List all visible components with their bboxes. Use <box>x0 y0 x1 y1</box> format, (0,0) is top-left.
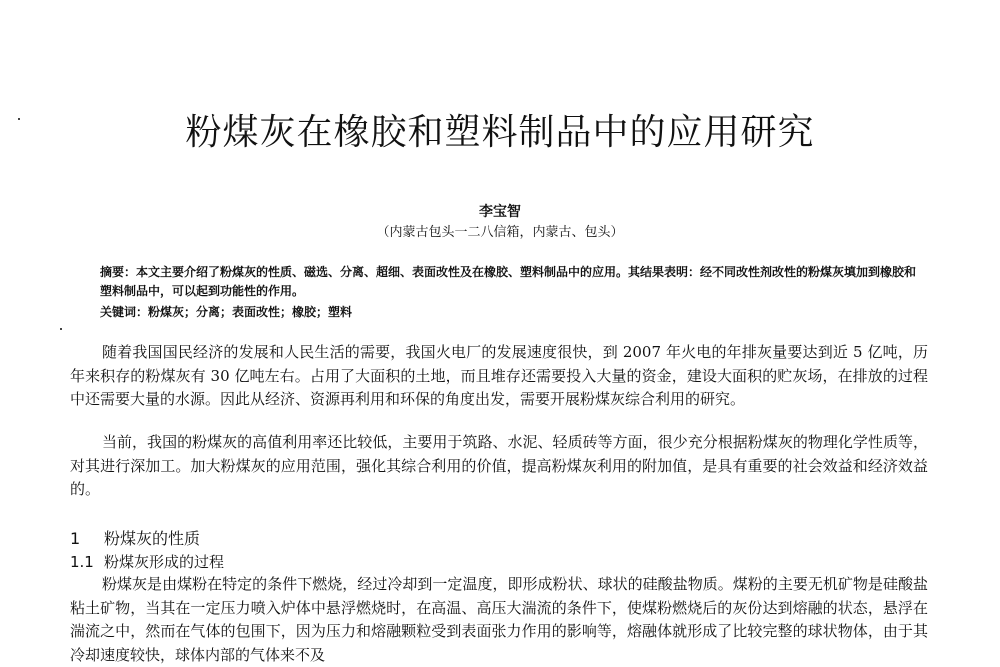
keywords <box>100 303 928 320</box>
keywords-text: 粉煤灰；分离；表面改性；橡胶；塑料 <box>148 305 353 319</box>
author-name: 李宝智 <box>479 204 521 220</box>
abstract <box>100 263 928 301</box>
subsection-number: 1.1 <box>70 553 94 571</box>
abstract-label: 摘要： <box>100 265 137 279</box>
section-heading <box>70 526 200 549</box>
section-title: 粉煤灰的性质 <box>104 529 201 548</box>
section-number: 1 <box>70 529 81 548</box>
intro-paragraph-1: 随着我国国民经济的发展和人民生活的需要，我国火电厂的发展速度很快，到 2007 年火电的年排灰量要达到近 5 亿吨，历年来积存的粉煤灰有 30 亿吨左右。占用了大面积的土地，而且堆存还需要投入大量的资金，建设大面积的贮灰场，在排放的过程中还需要大量的水源。因此从经济、资源再利用和环保的角度出发，需要开展粉煤灰综合利用的研究。 <box>70 343 928 408</box>
scan-speck <box>60 328 62 330</box>
paper-title: 粉煤灰在橡胶和塑料制品中的应用研究 <box>185 112 815 153</box>
abstract-text: 本文主要介绍了粉煤灰的性质、磁选、分离、超细、表面改性及在橡胶、塑料制品中的应用。其结果表明：经不同改性剂改性的粉煤灰填加到橡胶和塑料制品中，可以起到功能性的作用。 <box>100 265 917 298</box>
body-paragraph: 粉煤灰是由煤粉在特定的条件下燃烧，经过冷却到一定温度，即形成粉状、球状的硅酸盐物质。煤粉的主要无机矿物是硅酸盐粘土矿物，当其在一定压力喷入炉体中悬浮燃烧时，在高温、高压大湍流的条件下，使煤粉燃烧后的灰份达到熔融的状态，悬浮在湍流之中，然而在气体的包围下，因为压力和熔融颗粒受到表面张力作用的影响等，熔融体就形成了比较完整的球状物体，由于其冷却速度较快，球体内部的气体来不及 <box>70 575 928 664</box>
author-affiliation: （内蒙古包头一二八信箱，内蒙古、包头） <box>376 225 624 240</box>
keywords-label: 关键词： <box>100 305 149 319</box>
subsection-heading <box>70 551 224 572</box>
subsection-title: 粉煤灰形成的过程 <box>104 553 225 571</box>
intro-paragraph-2: 当前，我国的粉煤灰的高值利用率还比较低，主要用于筑路、水泥、轻质砖等方面，很少充分根据粉煤灰的物理化学性质等，对其进行深加工。加大粉煤灰的应用范围，强化其综合利用的价值，提高粉煤灰利用的附加值，是具有重要的社会效益和经济效益的。 <box>70 433 928 498</box>
